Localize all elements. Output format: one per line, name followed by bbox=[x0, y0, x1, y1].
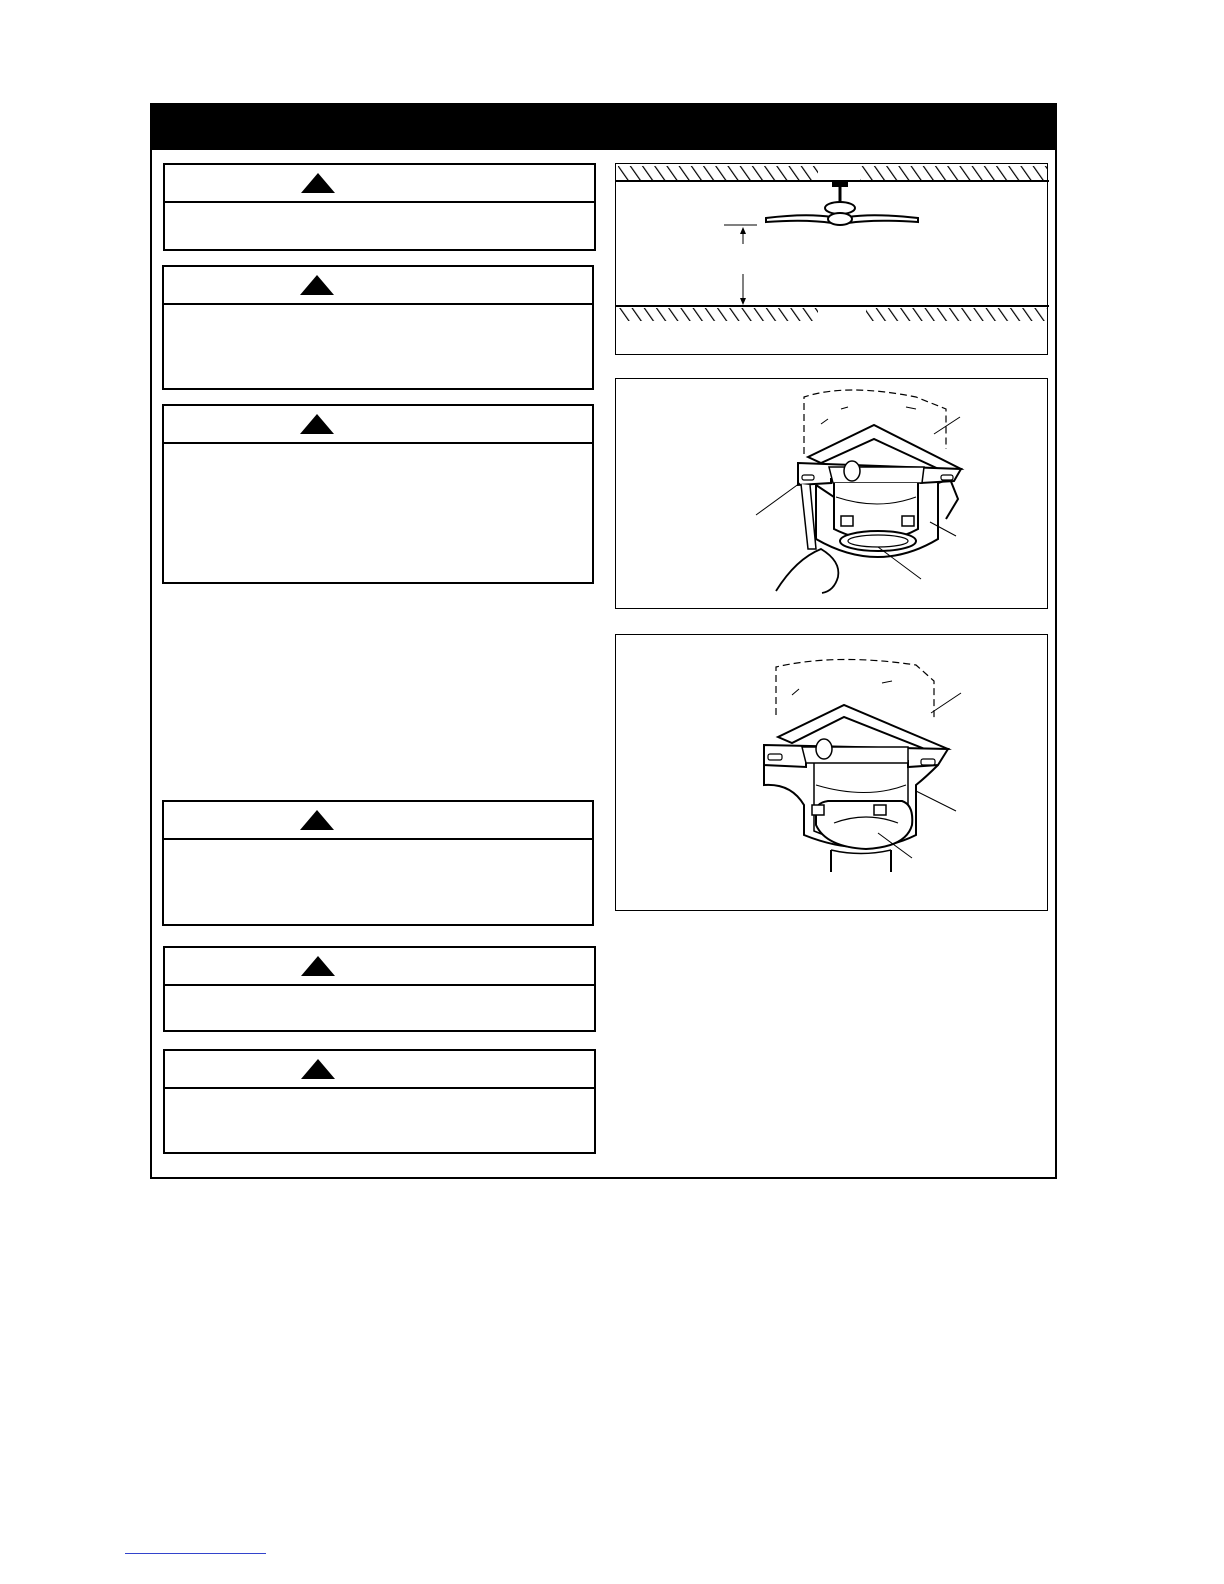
warning-triangle-icon bbox=[300, 955, 336, 977]
warning-header bbox=[164, 406, 592, 444]
warning-header bbox=[164, 802, 592, 840]
figure-fan-clearance bbox=[615, 163, 1048, 355]
warning-header bbox=[165, 165, 594, 203]
warning-box-2 bbox=[162, 265, 594, 390]
fan-clearance-illustration bbox=[616, 164, 1049, 356]
warning-triangle-icon bbox=[299, 413, 335, 435]
bracket-screwdriver-illustration bbox=[616, 379, 1049, 610]
footer-link-underline[interactable] bbox=[125, 1553, 266, 1554]
figure-hang-fan bbox=[615, 634, 1048, 911]
warning-header bbox=[165, 948, 594, 986]
warning-header bbox=[164, 267, 592, 305]
warning-box-1 bbox=[163, 163, 596, 251]
warning-triangle-icon bbox=[299, 809, 335, 831]
warning-box-5 bbox=[163, 946, 596, 1032]
warning-triangle-icon bbox=[300, 172, 336, 194]
warning-box-6 bbox=[163, 1049, 596, 1154]
warning-triangle-icon bbox=[300, 1058, 336, 1080]
warning-box-3 bbox=[162, 404, 594, 584]
warning-triangle-icon bbox=[299, 274, 335, 296]
warning-box-4 bbox=[162, 800, 594, 926]
warning-header bbox=[165, 1051, 594, 1089]
downrod-bracket-illustration bbox=[616, 635, 1049, 912]
figure-bracket-install bbox=[615, 378, 1048, 609]
section-header-bar bbox=[152, 105, 1055, 150]
